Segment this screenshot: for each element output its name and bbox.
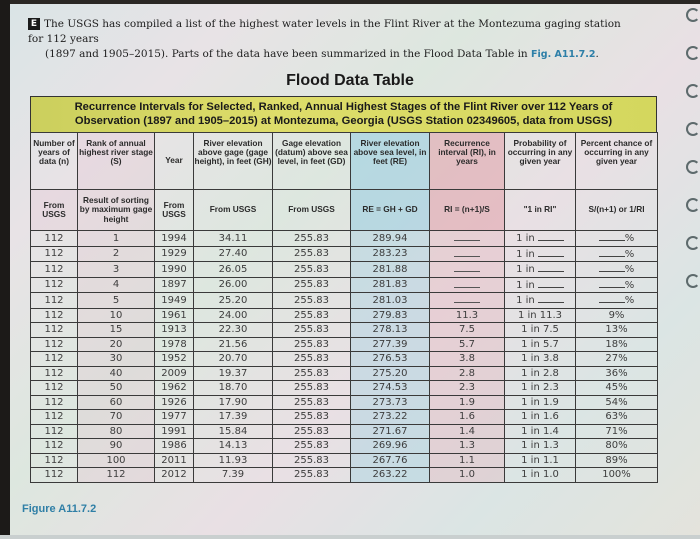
cell-n: 112: [31, 453, 78, 468]
cell-pct: 54%: [576, 395, 658, 410]
header-recurrence-interval: Recurrence interval (RI), in years: [430, 133, 505, 190]
source-n: From USGS: [31, 190, 78, 231]
cell-s: 3: [78, 262, 155, 278]
cell-prob[interactable]: [505, 277, 576, 293]
table-row: [31, 293, 658, 309]
header-percent-chance: Percent chance of occurring in any given year: [576, 133, 658, 190]
cell-n: 112: [31, 246, 78, 262]
cell-gh: 34.11: [194, 231, 273, 247]
cell-s: 2: [78, 246, 155, 262]
cell-gh: 26.05: [194, 262, 273, 278]
cell-prob: 1 in 1.0: [505, 468, 576, 483]
cell-year: 2011: [155, 453, 194, 468]
cell-year: 1994: [155, 231, 194, 247]
header-probability: Probability of occurring in any given year: [505, 133, 576, 190]
cell-prob[interactable]: [505, 246, 576, 262]
cell-ri: 1.9: [430, 395, 505, 410]
cell-prob: 1 in 1.3: [505, 439, 576, 454]
table-row: [31, 323, 658, 338]
cell-re: 269.96: [351, 439, 430, 454]
header-row: [31, 133, 658, 190]
binder-ring-icon: [686, 198, 700, 212]
cell-year: 1990: [155, 262, 194, 278]
source-gage-datum: From USGS: [273, 190, 351, 231]
header-n: Number of years of data (n): [31, 133, 78, 190]
cell-re: 277.39: [351, 337, 430, 352]
cell-prob[interactable]: [505, 262, 576, 278]
answer-blank[interactable]: [599, 278, 625, 288]
cell-pct: 71%: [576, 424, 658, 439]
table-row: [31, 381, 658, 396]
cell-re: 281.83: [351, 277, 430, 293]
cell-re: 273.73: [351, 395, 430, 410]
cell-prob: 1 in 11.3: [505, 308, 576, 323]
cell-s: 1: [78, 231, 155, 247]
cell-gh: 19.37: [194, 366, 273, 381]
cell-re: 263.22: [351, 468, 430, 483]
cell-n: 112: [31, 381, 78, 396]
cell-s: 70: [78, 410, 155, 425]
cell-pct: 89%: [576, 453, 658, 468]
binder-ring-icon: [686, 274, 700, 288]
answer-blank[interactable]: [538, 293, 564, 303]
source-row: [31, 190, 658, 231]
binder-ring-icon: [686, 46, 700, 60]
cell-gd: 255.83: [273, 323, 351, 338]
table-row: [31, 424, 658, 439]
cell-pct[interactable]: [576, 246, 658, 262]
cell-year: 2009: [155, 366, 194, 381]
answer-blank[interactable]: [599, 262, 625, 272]
cell-n: 112: [31, 277, 78, 293]
cell-s: 5: [78, 293, 155, 309]
cell-s: 20: [78, 337, 155, 352]
cell-gh: 14.13: [194, 439, 273, 454]
table-row: [31, 231, 658, 247]
cell-re: 281.88: [351, 262, 430, 278]
cell-re: 279.83: [351, 308, 430, 323]
cell-pct: 18%: [576, 337, 658, 352]
cell-gh: 11.93: [194, 453, 273, 468]
table-row: [31, 262, 658, 278]
cell-ri[interactable]: [430, 293, 505, 309]
cell-ri[interactable]: [430, 262, 505, 278]
binder-ring-icon: [686, 122, 700, 136]
answer-blank[interactable]: [538, 278, 564, 288]
cell-year: 1961: [155, 308, 194, 323]
cell-gd: 255.83: [273, 246, 351, 262]
cell-n: 112: [31, 468, 78, 483]
cell-n: 112: [31, 308, 78, 323]
cell-prob[interactable]: [505, 231, 576, 247]
cell-pct[interactable]: [576, 293, 658, 309]
answer-blank[interactable]: [599, 293, 625, 303]
cell-gd: 255.83: [273, 262, 351, 278]
cell-year: 1929: [155, 246, 194, 262]
percent-suffix: %: [624, 279, 635, 291]
cell-pct[interactable]: [576, 231, 658, 247]
percent-suffix: %: [624, 233, 635, 244]
table-row: [31, 337, 658, 352]
source-gage-height: From USGS: [194, 190, 273, 231]
header-gage-datum: Gage elevation (datum) above sea level, in feet (GD): [273, 133, 351, 190]
table-row: [31, 410, 658, 425]
cell-gd: 255.83: [273, 410, 351, 425]
cell-s: 90: [78, 439, 155, 454]
table-caption: [30, 96, 657, 132]
cell-n: 112: [31, 395, 78, 410]
cell-year: 1949: [155, 293, 194, 309]
cell-gh: 20.70: [194, 352, 273, 367]
cell-re: 267.76: [351, 453, 430, 468]
cell-pct: 27%: [576, 352, 658, 367]
cell-ri: 1.1: [430, 453, 505, 468]
cell-gh: 17.39: [194, 410, 273, 425]
flood-data-table: [30, 96, 657, 483]
cell-year: 1913: [155, 323, 194, 338]
cell-gd: 255.83: [273, 468, 351, 483]
cell-ri[interactable]: [430, 277, 505, 293]
header-river-elevation: River elevation above sea level, in feet (RE): [351, 133, 430, 190]
header-rank: Rank of annual highest river stage (S): [78, 133, 155, 190]
photo-top-edge: [0, 0, 700, 4]
answer-blank[interactable]: [454, 278, 480, 288]
data-table: [30, 132, 658, 483]
cell-gd: 255.83: [273, 453, 351, 468]
cell-gd: 255.83: [273, 366, 351, 381]
cell-prob: 1 in 1.1: [505, 453, 576, 468]
cell-re: 281.03: [351, 293, 430, 309]
cell-gh: 17.90: [194, 395, 273, 410]
cell-prob: 1 in 1.4: [505, 424, 576, 439]
percent-suffix: %: [624, 295, 635, 306]
prob-prefix: 1 in: [516, 248, 538, 260]
cell-gd: 255.83: [273, 231, 351, 247]
intro-text-line1: The USGS has compiled a list of the highest water levels in the Flint River at the Montezuma gaging station for 112 years: [28, 18, 621, 45]
cell-s: 80: [78, 424, 155, 439]
cell-gh: 25.20: [194, 293, 273, 309]
cell-year: 1897: [155, 277, 194, 293]
binder-ring-icon: [686, 236, 700, 250]
cell-year: 1962: [155, 381, 194, 396]
cell-n: 112: [31, 366, 78, 381]
cell-n: 112: [31, 439, 78, 454]
table-row: [31, 366, 658, 381]
figure-label: Figure A11.7.2: [22, 503, 97, 515]
cell-prob: 1 in 2.8: [505, 366, 576, 381]
header-year: Year: [155, 133, 194, 190]
cell-re: 276.53: [351, 352, 430, 367]
cell-gd: 255.83: [273, 337, 351, 352]
cell-ri[interactable]: [430, 231, 505, 247]
cell-gd: 255.83: [273, 395, 351, 410]
cell-s: 50: [78, 381, 155, 396]
source-rank: Result of sorting by maximum gage height: [78, 190, 155, 231]
answer-blank[interactable]: [454, 231, 480, 241]
cell-re: 271.67: [351, 424, 430, 439]
photo-bottom-edge: [0, 535, 700, 539]
answer-blank[interactable]: [538, 247, 564, 257]
cell-prob: 1 in 3.8: [505, 352, 576, 367]
cell-re: 273.22: [351, 410, 430, 425]
table-row: [31, 308, 658, 323]
cell-prob: 1 in 5.7: [505, 337, 576, 352]
cell-n: 112: [31, 410, 78, 425]
cell-pct: 9%: [576, 308, 658, 323]
table-row: [31, 453, 658, 468]
figure-reference-link[interactable]: Fig. A11.7.2: [531, 49, 596, 60]
cell-gd: 255.83: [273, 308, 351, 323]
cell-gh: 22.30: [194, 323, 273, 338]
answer-blank[interactable]: [599, 231, 625, 241]
formula-re: RE = GH + GD: [351, 190, 430, 231]
cell-year: 1977: [155, 410, 194, 425]
formula-percent: S/(n+1) or 1/RI: [576, 190, 658, 231]
table-title: Flood Data Table: [286, 72, 414, 89]
answer-blank[interactable]: [454, 293, 480, 303]
cell-gh: 21.56: [194, 337, 273, 352]
cell-ri: 7.5: [430, 323, 505, 338]
formula-ri: RI = (n+1)/S: [430, 190, 505, 231]
cell-re: 274.53: [351, 381, 430, 396]
cell-s: 4: [78, 277, 155, 293]
cell-prob: 1 in 1.9: [505, 395, 576, 410]
cell-gh: 24.00: [194, 308, 273, 323]
binder-ring-icon: [686, 160, 700, 174]
cell-re: 278.13: [351, 323, 430, 338]
cell-ri: 3.8: [430, 352, 505, 367]
problem-intro: [28, 17, 638, 62]
cell-n: 112: [31, 352, 78, 367]
cell-prob: 1 in 2.3: [505, 381, 576, 396]
cell-s: 15: [78, 323, 155, 338]
cell-prob: 1 in 7.5: [505, 323, 576, 338]
table-row: [31, 352, 658, 367]
cell-gd: 255.83: [273, 439, 351, 454]
cell-ri: 1.6: [430, 410, 505, 425]
cell-year: 1952: [155, 352, 194, 367]
table-row: [31, 395, 658, 410]
percent-suffix: %: [624, 264, 635, 275]
intro-period: .: [595, 48, 599, 60]
prob-prefix: 1 in: [516, 264, 538, 275]
cell-pct: 63%: [576, 410, 658, 425]
cell-s: 30: [78, 352, 155, 367]
cell-ri: 11.3: [430, 308, 505, 323]
cell-year: 1986: [155, 439, 194, 454]
prob-prefix: 1 in: [516, 295, 538, 306]
cell-pct: 13%: [576, 323, 658, 338]
cell-re: 289.94: [351, 231, 430, 247]
table-row: [31, 439, 658, 454]
cell-gd: 255.83: [273, 352, 351, 367]
cell-s: 112: [78, 468, 155, 483]
table-row: [31, 277, 658, 293]
cell-gh: 27.40: [194, 246, 273, 262]
cell-ri: 5.7: [430, 337, 505, 352]
cell-gh: 26.00: [194, 277, 273, 293]
intro-text-line2: (1897 and 1905–2015). Parts of the data have been summarized in the Flood Data Table in: [45, 48, 532, 60]
cell-ri: 1.3: [430, 439, 505, 454]
cell-gd: 255.83: [273, 277, 351, 293]
caption-line1: Recurrence Intervals for Selected, Ranked, Annual Highest Stages of the Flint River over 112 Years of: [74, 101, 613, 113]
cell-year: 1991: [155, 424, 194, 439]
cell-s: 10: [78, 308, 155, 323]
answer-blank[interactable]: [599, 247, 625, 257]
formula-probability: "1 in RI": [505, 190, 576, 231]
intro-line2: [28, 47, 638, 62]
table-body: [31, 231, 658, 483]
table-row: [31, 246, 658, 262]
cell-re: 283.23: [351, 246, 430, 262]
cell-prob: 1 in 1.6: [505, 410, 576, 425]
source-year: From USGS: [155, 190, 194, 231]
cell-gh: 7.39: [194, 468, 273, 483]
cell-pct: 45%: [576, 381, 658, 396]
cell-pct[interactable]: [576, 262, 658, 278]
cell-n: 112: [31, 424, 78, 439]
cell-pct[interactable]: [576, 277, 658, 293]
answer-blank[interactable]: [454, 247, 480, 257]
problem-badge: E: [28, 18, 40, 30]
cell-pct: 36%: [576, 366, 658, 381]
prob-prefix: 1 in: [516, 233, 538, 244]
cell-prob[interactable]: [505, 293, 576, 309]
cell-ri[interactable]: [430, 246, 505, 262]
cell-year: 2012: [155, 468, 194, 483]
cell-s: 60: [78, 395, 155, 410]
cell-n: 112: [31, 323, 78, 338]
cell-n: 112: [31, 231, 78, 247]
percent-suffix: %: [624, 248, 635, 260]
prob-prefix: 1 in: [516, 279, 538, 291]
binder-ring-icon: [686, 8, 700, 22]
binder-ring-icon: [686, 84, 700, 98]
cell-pct: 80%: [576, 439, 658, 454]
cell-n: 112: [31, 293, 78, 309]
cell-ri: 2.3: [430, 381, 505, 396]
cell-s: 100: [78, 453, 155, 468]
answer-blank[interactable]: [454, 262, 480, 272]
cell-gd: 255.83: [273, 381, 351, 396]
cell-year: 1978: [155, 337, 194, 352]
cell-ri: 1.0: [430, 468, 505, 483]
header-gage-height: River elevation above gage (gage height), in feet (GH): [194, 133, 273, 190]
cell-pct: 100%: [576, 468, 658, 483]
cell-gd: 255.83: [273, 424, 351, 439]
cell-gh: 18.70: [194, 381, 273, 396]
cell-year: 1926: [155, 395, 194, 410]
cell-ri: 2.8: [430, 366, 505, 381]
cell-ri: 1.4: [430, 424, 505, 439]
cell-gh: 15.84: [194, 424, 273, 439]
answer-blank[interactable]: [538, 231, 564, 241]
table-row: [31, 468, 658, 483]
answer-blank[interactable]: [538, 262, 564, 272]
cell-n: 112: [31, 337, 78, 352]
caption-line2: Observation (1897 and 1905–2015) at Montezuma, Georgia (USGS Station 02349605, data from USGS): [74, 114, 613, 127]
cell-s: 40: [78, 366, 155, 381]
cell-re: 275.20: [351, 366, 430, 381]
cell-gd: 255.83: [273, 293, 351, 309]
cell-n: 112: [31, 262, 78, 278]
